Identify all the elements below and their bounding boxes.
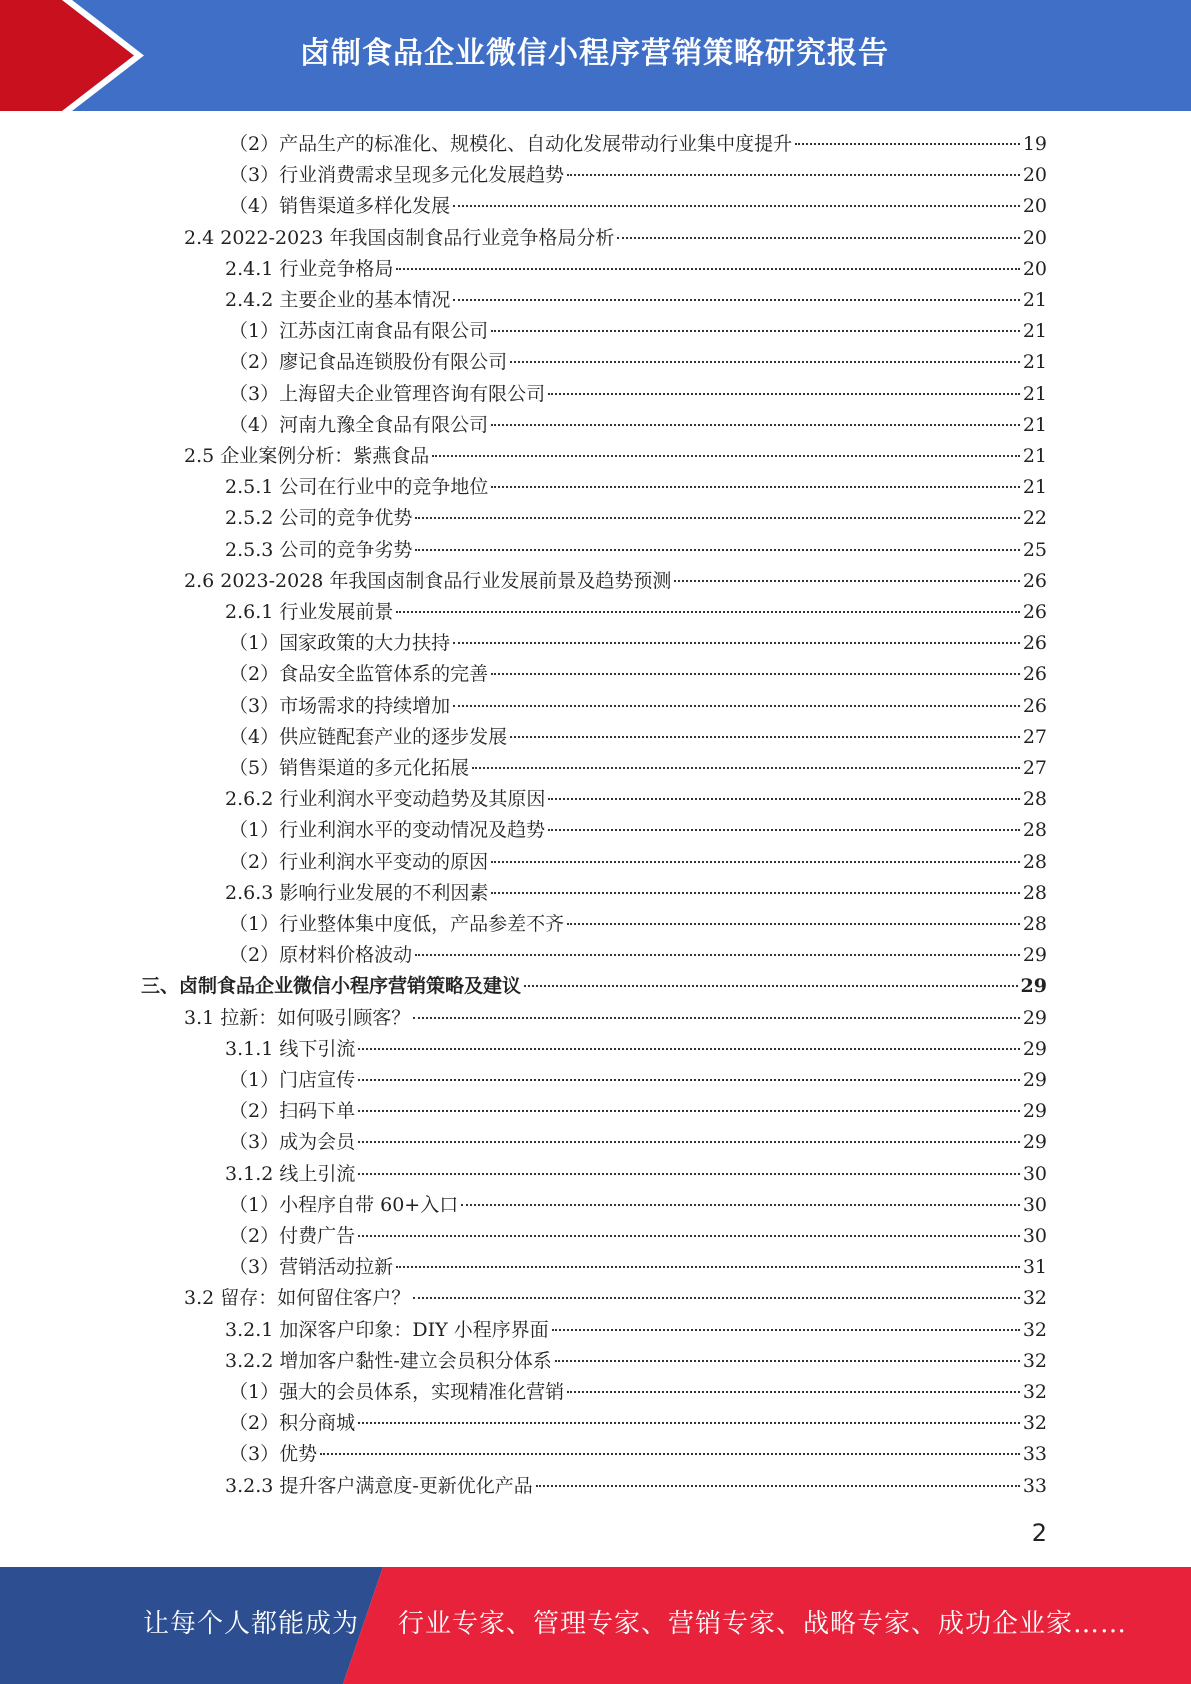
toc-entry[interactable] xyxy=(225,254,1047,285)
toc-entry[interactable] xyxy=(225,784,1047,815)
toc-entry[interactable] xyxy=(229,909,1047,940)
toc-entry-title: （1）强大的会员体系，实现精准化营销 xyxy=(229,1381,565,1403)
dot-leader xyxy=(358,1048,1019,1050)
toc-entry-page: 25 xyxy=(1022,538,1047,561)
toc-entry-page: 19 xyxy=(1022,133,1047,155)
toc-entry-title: 2.6.3 影响行业发展的不利因素 xyxy=(225,881,489,904)
toc-entry-title: （1）门店宣传 xyxy=(229,1069,356,1091)
chevron-arrow-icon xyxy=(0,0,160,111)
toc-entry-page: 21 xyxy=(1022,476,1047,499)
toc-entry[interactable] xyxy=(229,129,1047,160)
dot-leader xyxy=(491,861,1020,863)
dot-leader xyxy=(552,1329,1020,1331)
toc-entry-title: （2）积分商城 xyxy=(229,1412,356,1435)
dot-leader xyxy=(413,1297,1020,1299)
toc-entry[interactable] xyxy=(229,1252,1047,1283)
report-title: 卤制食品企业微信小程序营销策略研究报告 xyxy=(300,36,889,71)
toc-entry-title: （3）营销活动拉新 xyxy=(229,1256,394,1279)
toc-entry[interactable] xyxy=(184,1003,1047,1034)
dot-leader xyxy=(555,1360,1020,1362)
dot-leader xyxy=(415,517,1019,519)
dot-leader xyxy=(491,330,1020,332)
toc-entry-page: 20 xyxy=(1022,195,1047,218)
toc-entry-title: （4）销售渠道多样化发展 xyxy=(229,195,451,218)
dot-leader xyxy=(548,829,1020,831)
toc-entry-title: （5）销售渠道的多元化拓展 xyxy=(229,757,470,779)
toc-entry-page: 21 xyxy=(1022,289,1047,311)
dot-leader xyxy=(453,705,1020,707)
toc-entry-page: 32 xyxy=(1022,1381,1047,1403)
toc-entry-title: （2）扫码下单 xyxy=(229,1100,356,1123)
toc-entry[interactable] xyxy=(225,503,1047,534)
toc-entry-page: 32 xyxy=(1022,1349,1047,1372)
toc-entry[interactable] xyxy=(225,1315,1047,1346)
toc-entry-page: 32 xyxy=(1022,1412,1047,1435)
toc-entry[interactable] xyxy=(229,628,1047,659)
dot-leader xyxy=(795,143,1020,145)
toc-entry-title: （2）食品安全监管体系的完善 xyxy=(229,663,489,686)
dot-leader xyxy=(358,1173,1019,1175)
dot-leader xyxy=(674,580,1019,582)
toc-entry-page: 21 xyxy=(1022,445,1047,467)
toc-entry[interactable] xyxy=(229,722,1047,753)
dot-leader xyxy=(567,174,1020,176)
toc-entry[interactable] xyxy=(229,1439,1047,1470)
toc-entry[interactable] xyxy=(225,1159,1047,1190)
toc-entry-page: 28 xyxy=(1022,881,1047,904)
toc-entry-page: 20 xyxy=(1022,257,1047,280)
toc-entry-page: 32 xyxy=(1022,1318,1047,1341)
toc-entry-page: 30 xyxy=(1022,1162,1047,1185)
toc-entry-title: 3.1.1 线下引流 xyxy=(225,1037,356,1060)
toc-entry-title: 2.5.2 公司的竞争优势 xyxy=(225,507,413,530)
toc-entry[interactable] xyxy=(184,441,1047,472)
toc-entry-title: 2.6.1 行业发展前景 xyxy=(225,601,394,623)
toc-entry[interactable] xyxy=(229,847,1047,878)
toc-entry-title: （2）行业利润水平变动的原因 xyxy=(229,850,489,873)
toc-entry[interactable] xyxy=(229,815,1047,846)
dot-leader xyxy=(413,1017,1020,1019)
dot-leader xyxy=(567,1391,1020,1393)
toc-entry-title: 3.2.1 加深客户印象：DIY 小程序界面 xyxy=(225,1318,549,1341)
toc-entry-title: （4）河南九豫全食品有限公司 xyxy=(229,413,489,436)
toc-entry[interactable] xyxy=(229,410,1047,441)
dot-leader xyxy=(510,736,1020,738)
toc-entry-title: 2.6.2 行业利润水平变动趋势及其原因 xyxy=(225,788,546,811)
toc-entry-title: 2.4 2022-2023 年我国卤制食品行业竞争格局分析 xyxy=(184,226,615,249)
dot-leader xyxy=(358,1079,1020,1081)
toc-entry[interactable] xyxy=(225,535,1047,566)
toc-entry[interactable] xyxy=(229,1065,1047,1096)
dot-leader xyxy=(396,611,1019,613)
toc-entry[interactable] xyxy=(229,1221,1047,1252)
toc-entry-title: （3）行业消费需求呈现多元化发展趋势 xyxy=(229,164,565,187)
dot-leader xyxy=(491,892,1019,894)
toc-entry[interactable] xyxy=(229,379,1047,410)
toc-entry[interactable] xyxy=(225,285,1047,316)
toc-entry-page: 30 xyxy=(1022,1225,1047,1247)
toc-entry-title: 3.2.3 提升客户满意度-更新优化产品 xyxy=(225,1474,533,1497)
dot-leader xyxy=(617,237,1019,239)
toc-entry[interactable] xyxy=(225,1034,1047,1065)
toc-entry-title: 2.6 2023-2028 年我国卤制食品行业发展前景及趋势预测 xyxy=(184,569,672,592)
toc-entry[interactable] xyxy=(229,691,1047,722)
dot-leader xyxy=(432,455,1020,457)
footer-slogan-left: 让每个人都能成为 xyxy=(143,1609,360,1639)
toc-entry-title: （3）优势 xyxy=(229,1443,318,1466)
toc-entry-title: （4）供应链配套产业的逐步发展 xyxy=(229,725,508,748)
dot-leader xyxy=(524,985,1018,987)
dot-leader xyxy=(396,1266,1020,1268)
toc-entry[interactable] xyxy=(229,1377,1047,1408)
dot-leader xyxy=(548,393,1020,395)
toc-entry-page: 21 xyxy=(1022,320,1047,343)
toc-entry-page: 26 xyxy=(1022,663,1047,686)
toc-entry[interactable] xyxy=(225,1346,1047,1377)
toc-entry-page: 31 xyxy=(1022,1256,1047,1279)
toc-entry-page: 30 xyxy=(1022,1193,1047,1216)
toc-entry-title: （1）江苏卤江南食品有限公司 xyxy=(229,320,489,343)
dot-leader xyxy=(510,361,1020,363)
dot-leader xyxy=(415,549,1019,551)
toc-entry[interactable] xyxy=(229,160,1047,191)
dot-leader xyxy=(358,1422,1020,1424)
toc-entry-page: 29 xyxy=(1022,1131,1047,1154)
toc-entry-title: 3.1 拉新：如何吸引顾客？ xyxy=(184,1006,411,1029)
toc-entry-title: 3.2 留存：如何留住客户？ xyxy=(184,1287,411,1310)
toc-entry-page: 22 xyxy=(1022,507,1047,530)
toc-entry[interactable] xyxy=(225,878,1047,909)
toc-entry-page: 21 xyxy=(1022,351,1047,374)
toc-entry[interactable] xyxy=(229,191,1047,222)
toc-entry-title: 3.2.2 增加客户黏性-建立会员积分体系 xyxy=(225,1349,552,1372)
toc-entry-page: 29 xyxy=(1022,1037,1047,1060)
dot-leader xyxy=(320,1453,1020,1455)
toc-entry-page: 28 xyxy=(1022,913,1047,935)
toc-entry-page: 26 xyxy=(1022,569,1047,592)
dot-leader xyxy=(536,1485,1020,1487)
toc-entry-page: 29 xyxy=(1022,944,1047,967)
page-footer xyxy=(0,1567,1191,1684)
toc-entry-page: 33 xyxy=(1022,1443,1047,1466)
toc-entry[interactable] xyxy=(229,940,1047,971)
toc-entry-title: （2）廖记食品连锁股份有限公司 xyxy=(229,351,508,374)
toc-entry[interactable] xyxy=(225,1471,1047,1502)
toc-entry[interactable] xyxy=(229,659,1047,690)
toc-entry-title: 三、卤制食品企业微信小程序营销策略及建议 xyxy=(141,975,522,998)
toc-entry-page: 29 xyxy=(1022,1069,1047,1091)
toc-entry-title: （1）国家政策的大力扶持 xyxy=(229,632,451,655)
toc-entry-title: 3.1.2 线上引流 xyxy=(225,1162,356,1185)
toc-entry-page: 32 xyxy=(1022,1287,1047,1310)
toc-entry-title: （2）原材料价格波动 xyxy=(229,944,413,967)
dot-leader xyxy=(491,673,1020,675)
dot-leader xyxy=(491,486,1019,488)
dot-leader xyxy=(396,268,1019,270)
dot-leader xyxy=(453,642,1020,644)
toc-entry-title: 2.5.3 公司的竞争劣势 xyxy=(225,538,413,561)
footer-slogan-right: 行业专家、管理专家、营销专家、战略专家、成功企业家…… xyxy=(398,1609,1128,1639)
toc-entry-page: 27 xyxy=(1022,757,1047,779)
toc-entry-title: 2.4.2 主要企业的基本情况 xyxy=(225,289,451,311)
dot-leader xyxy=(358,1141,1020,1143)
toc-entry[interactable] xyxy=(225,597,1047,628)
toc-entry-title: 2.4.1 行业竞争格局 xyxy=(225,257,394,280)
toc-entry[interactable] xyxy=(229,1127,1047,1158)
dot-leader xyxy=(567,923,1020,925)
page-number: 2 xyxy=(1031,1519,1047,1547)
dot-leader xyxy=(491,424,1020,426)
toc-entry-page: 33 xyxy=(1022,1474,1047,1497)
toc-entry-page: 21 xyxy=(1022,382,1047,405)
toc-entry[interactable] xyxy=(141,971,1047,1002)
toc-entry[interactable] xyxy=(229,347,1047,378)
toc-entry-title: （1）小程序自带 60+入口 xyxy=(229,1193,459,1216)
toc-entry-page: 27 xyxy=(1022,725,1047,748)
dot-leader xyxy=(453,205,1020,207)
toc-entry[interactable] xyxy=(229,753,1047,784)
dot-leader xyxy=(358,1235,1020,1237)
toc-entry-title: （3）市场需求的持续增加 xyxy=(229,694,451,717)
dot-leader xyxy=(548,798,1019,800)
toc-entry[interactable] xyxy=(184,223,1047,254)
toc-entry-page: 28 xyxy=(1022,788,1047,811)
toc-entry-page: 21 xyxy=(1022,413,1047,436)
toc-entry-page: 26 xyxy=(1022,694,1047,717)
toc-entry-title: 2.5 企业案例分析：紫燕食品 xyxy=(184,445,430,467)
toc-entry-page: 20 xyxy=(1022,164,1047,187)
toc-entry-title: （3）成为会员 xyxy=(229,1131,356,1154)
dot-leader xyxy=(453,299,1019,301)
toc-entry-page: 26 xyxy=(1022,632,1047,655)
toc-entry[interactable] xyxy=(229,316,1047,347)
toc-entry-page: 28 xyxy=(1022,819,1047,842)
dot-leader xyxy=(415,954,1020,956)
toc-entry[interactable] xyxy=(225,472,1047,503)
toc-entry-title: （2）产品生产的标准化、规模化、自动化发展带动行业集中度提升 xyxy=(229,133,793,155)
toc-entry-page: 29 xyxy=(1022,1006,1047,1029)
toc-entry-page: 28 xyxy=(1022,850,1047,873)
toc-entry[interactable] xyxy=(229,1408,1047,1439)
dot-leader xyxy=(472,767,1020,769)
page-header xyxy=(0,0,1191,111)
toc-entry-title: （1）行业利润水平的变动情况及趋势 xyxy=(229,819,546,842)
toc-entry[interactable] xyxy=(184,566,1047,597)
toc-entry-page: 29 xyxy=(1022,1100,1047,1123)
toc-entry-title: 2.5.1 公司在行业中的竞争地位 xyxy=(225,476,489,499)
toc-entry[interactable] xyxy=(184,1283,1047,1314)
toc-entry-title: （2）付费广告 xyxy=(229,1225,356,1247)
toc-entry-page: 29 xyxy=(1020,975,1047,998)
toc-entry-page: 20 xyxy=(1022,226,1047,249)
toc-entry-title: （1）行业整体集中度低，产品参差不齐 xyxy=(229,913,565,935)
dot-leader xyxy=(461,1204,1020,1206)
toc-entry[interactable] xyxy=(229,1190,1047,1221)
toc-entry-page: 26 xyxy=(1022,601,1047,623)
toc-entry-title: （3）上海留夫企业管理咨询有限公司 xyxy=(229,382,546,405)
dot-leader xyxy=(358,1110,1020,1112)
toc-entry[interactable] xyxy=(229,1096,1047,1127)
